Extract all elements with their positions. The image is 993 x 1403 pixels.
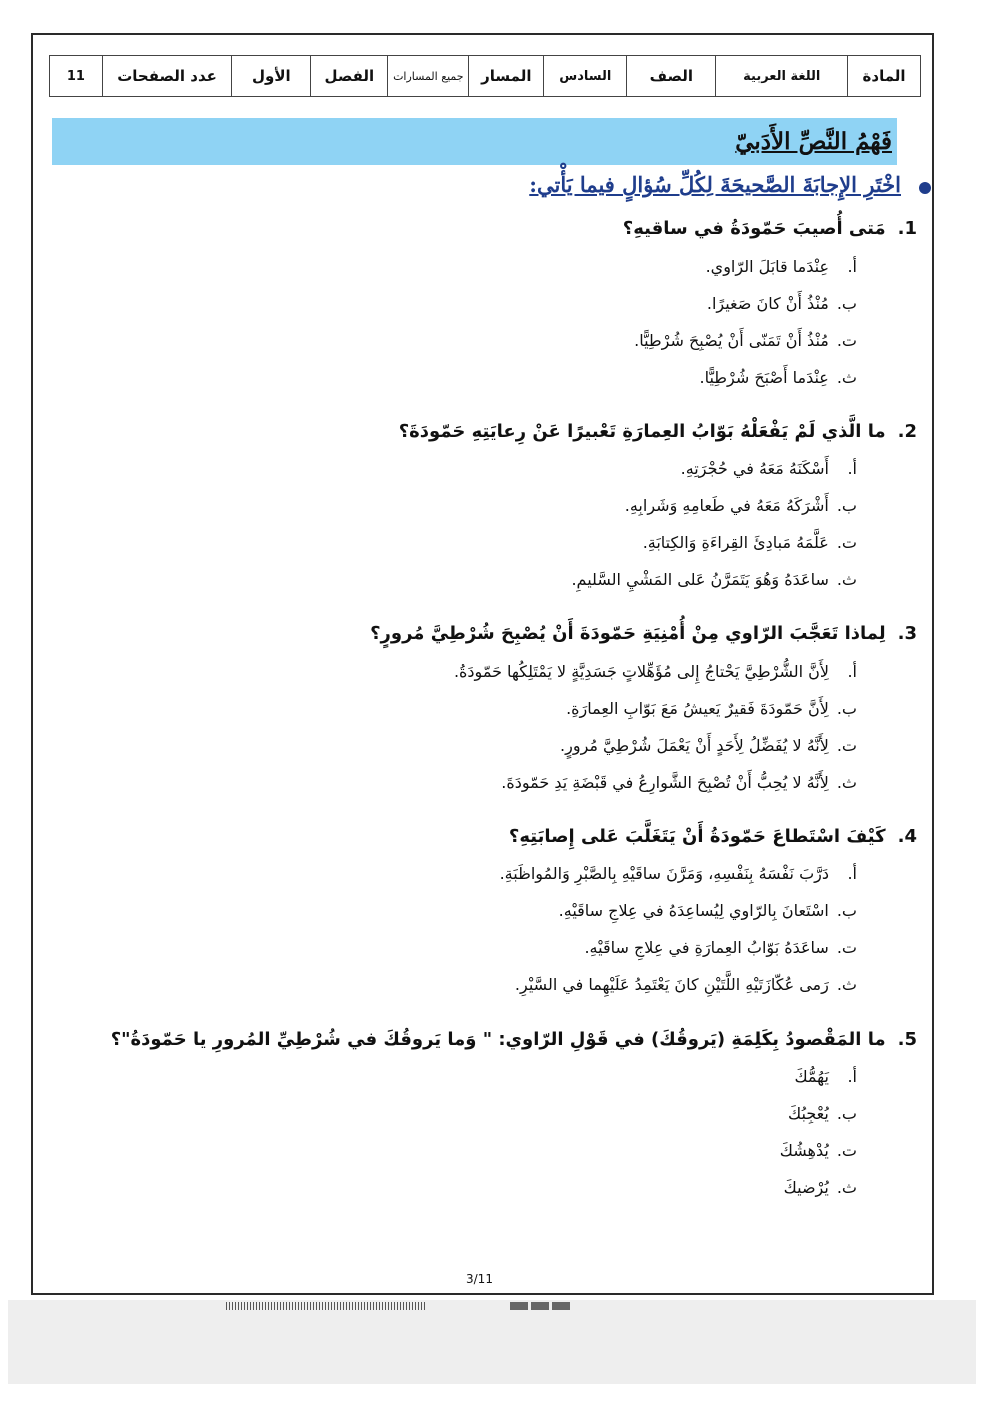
pages-value: 11 xyxy=(50,56,103,97)
option xyxy=(700,368,858,387)
option-text: لِأَنَّ الشُّرْطِيَّ يَحْتاجُ إِلى مُؤَهِّلاتٍ جَسَدِيَّةٍ لا يَمْتَلِكُها حَمّودَةُ. xyxy=(453,662,829,681)
option-text: أَشْرَكَهُ مَعَهُ في طَعامِهِ وَشَرابِهِ. xyxy=(624,496,829,515)
option-text: ساعَدَهُ بَوّابُ العِمارَةِ في عِلاجِ ساقَيْهِ. xyxy=(584,938,829,957)
option-letter: أ. xyxy=(847,1067,857,1086)
option-letter: ت. xyxy=(836,736,857,755)
option xyxy=(500,864,857,883)
option-text: عَلَّمَهُ مَبادِئَ القِراءَةِ وَالكِتابَةِ. xyxy=(642,533,829,552)
question-number: 1. xyxy=(897,218,917,239)
subject-label: المادة xyxy=(848,56,921,97)
option xyxy=(454,662,857,681)
question-number: 5. xyxy=(897,1029,917,1050)
option xyxy=(571,570,857,589)
option-letter: أ. xyxy=(847,864,857,883)
option-letter: ث. xyxy=(836,1178,857,1197)
track-label: المسار xyxy=(469,56,544,97)
option xyxy=(566,699,857,718)
option-text: أَسْكَنَهُ مَعَهُ في حُجْرَتِهِ. xyxy=(680,459,829,478)
option-text: لِأَنَّهُ لا يُفَضِّلُ لِأَحَدٍ أَنْ يَعْمَلَ شُرْطِيَّ مُرورٍ. xyxy=(560,736,829,755)
grade-value: السادس xyxy=(544,56,627,97)
option-letter: ت. xyxy=(836,1141,857,1160)
option xyxy=(559,901,857,920)
question-number: 4. xyxy=(897,826,917,847)
subject-value: اللغة العربية xyxy=(716,56,848,97)
option xyxy=(625,496,857,515)
option-letter: ت. xyxy=(836,938,857,957)
track-value: جميع المسارات xyxy=(388,56,469,97)
term-value: الأول xyxy=(232,56,311,97)
option-letter: ب. xyxy=(836,496,857,515)
option xyxy=(707,294,857,313)
option-text: يُدْهِشُكَ xyxy=(779,1141,829,1160)
term-label: الفصل xyxy=(311,56,388,97)
grade-label: الصف xyxy=(627,56,716,97)
option-text: دَرَّبَ نَفْسَهُ بِنَفْسِهِ، وَمَرَّنَ ساقَيْهِ بِالصَّبْرِ وَالمُواظَبَةِ. xyxy=(499,864,829,883)
page-number: 3/11 xyxy=(466,1272,493,1286)
option-text: رَمى عُكّازَتَيْهِ اللَّتَيْنِ كانَ يَعْتَمِدُ عَلَيْهِما في السَّيْرِ. xyxy=(514,975,829,994)
question-5 xyxy=(111,1029,917,1050)
option xyxy=(560,736,857,755)
section-title: فَهْمُ النَّصِّ الأَدَبيّ xyxy=(735,128,892,155)
option-letter: ت. xyxy=(836,533,857,552)
option-letter: ث. xyxy=(836,570,857,589)
option xyxy=(634,331,857,350)
instruction-heading: اخْتَرِ الإِجابَةَ الصَّحيحَةَ لِكُلِّ سُؤالٍ فيما يَأْتي: xyxy=(529,172,901,197)
question-1 xyxy=(623,218,917,239)
question-text: كَيْفَ اسْتَطاعَ حَمّودَةُ أَنْ يَتَغَلَّبَ عَلى إِصابَتِهِ؟ xyxy=(508,826,886,847)
option xyxy=(788,1104,857,1123)
question-text: لِماذا تَعَجَّبَ الرّاوي مِنْ أُمْنِيَةِ حَمّودَةَ أَنْ يُصْبِحَ شُرْطِيَّ مُرورٍ؟ xyxy=(370,623,886,644)
option-text: يُرْضيكَ xyxy=(783,1178,829,1197)
scan-barcode-artifact xyxy=(226,1302,426,1310)
option-text: يَهُمُّكَ xyxy=(794,1067,829,1086)
bullet-icon xyxy=(919,182,931,194)
scan-mark-artifact xyxy=(510,1302,528,1310)
pages-label: عدد الصفحات xyxy=(102,56,232,97)
scan-mark-artifact xyxy=(531,1302,549,1310)
option xyxy=(681,459,857,478)
option-text: مُنْذُ أَنْ تَمَنّى أَنْ يُصْبِحَ شُرْطِيًّا. xyxy=(634,331,829,350)
option xyxy=(794,1067,857,1086)
option-text: لِأَنَّ حَمّودَةَ فَقيرٌ يَعيشُ مَعَ بَوّابِ العِمارَةِ. xyxy=(566,699,829,718)
option-letter: أ. xyxy=(847,459,857,478)
option xyxy=(584,938,857,957)
option-text: ساعَدَهُ وَهُوَ يَتَمَرَّنُ عَلى المَشْيِ السَّليمِ. xyxy=(571,570,829,589)
question-4 xyxy=(509,826,917,847)
scan-artifact-strip xyxy=(8,1300,976,1384)
option xyxy=(706,257,857,276)
option-letter: ب. xyxy=(836,294,857,313)
question-number: 3. xyxy=(897,623,917,644)
question-text: مَتى أُصيبَ حَمّودَةُ في ساقيهِ؟ xyxy=(622,218,886,239)
option-letter: ث. xyxy=(836,368,857,387)
header-info-table xyxy=(49,55,921,97)
question-text: ما المَقْصودُ بِكَلِمَةِ (يَروقُكَ) في قَوْلِ الرّاوي: " وَما يَروقُكَ في شُرْطِيِّ المُرورِ يا حَمّودَةُ"؟ xyxy=(110,1029,886,1050)
option xyxy=(501,773,857,792)
option xyxy=(515,975,857,994)
option-text: عِنْدَما قابَلَ الرّاوي. xyxy=(705,257,829,276)
section-banner xyxy=(52,118,897,165)
option-letter: ث. xyxy=(836,773,857,792)
option-letter: أ. xyxy=(847,662,857,681)
option-letter: ب. xyxy=(836,699,857,718)
option xyxy=(643,533,857,552)
question-number: 2. xyxy=(897,421,917,442)
option-text: لِأَنَّهُ لا يُحِبُّ أَنْ تُصْبِحَ الشَّوارِعُ في قَبْضَةِ يَدِ حَمّودَةَ. xyxy=(501,773,829,792)
option-letter: ث. xyxy=(836,975,857,994)
option-text: يُعْجِبُكَ xyxy=(788,1104,829,1123)
option-letter: ت. xyxy=(836,331,857,350)
option-text: اسْتَعانَ بِالرّاوي لِيُساعِدَهُ في عِلاجِ ساقَيْهِ. xyxy=(558,901,829,920)
option-letter: ب. xyxy=(836,1104,857,1123)
option-letter: ب. xyxy=(836,901,857,920)
option xyxy=(784,1178,857,1197)
question-2 xyxy=(399,421,917,442)
question-3 xyxy=(370,623,917,644)
option xyxy=(780,1141,857,1160)
option-letter: أ. xyxy=(847,257,857,276)
option-text: عِنْدَما أَصْبَحَ شُرْطِيًّا. xyxy=(699,368,829,387)
scan-mark-artifact xyxy=(552,1302,570,1310)
option-text: مُنْذُ أَنْ كانَ صَغيرًا. xyxy=(706,294,829,313)
question-text: ما الَّذي لَمْ يَفْعَلْهُ بَوّابُ العِمارَةِ تَعْبيرًا عَنْ رِعايَتِهِ حَمّودَةَ؟ xyxy=(398,421,886,442)
